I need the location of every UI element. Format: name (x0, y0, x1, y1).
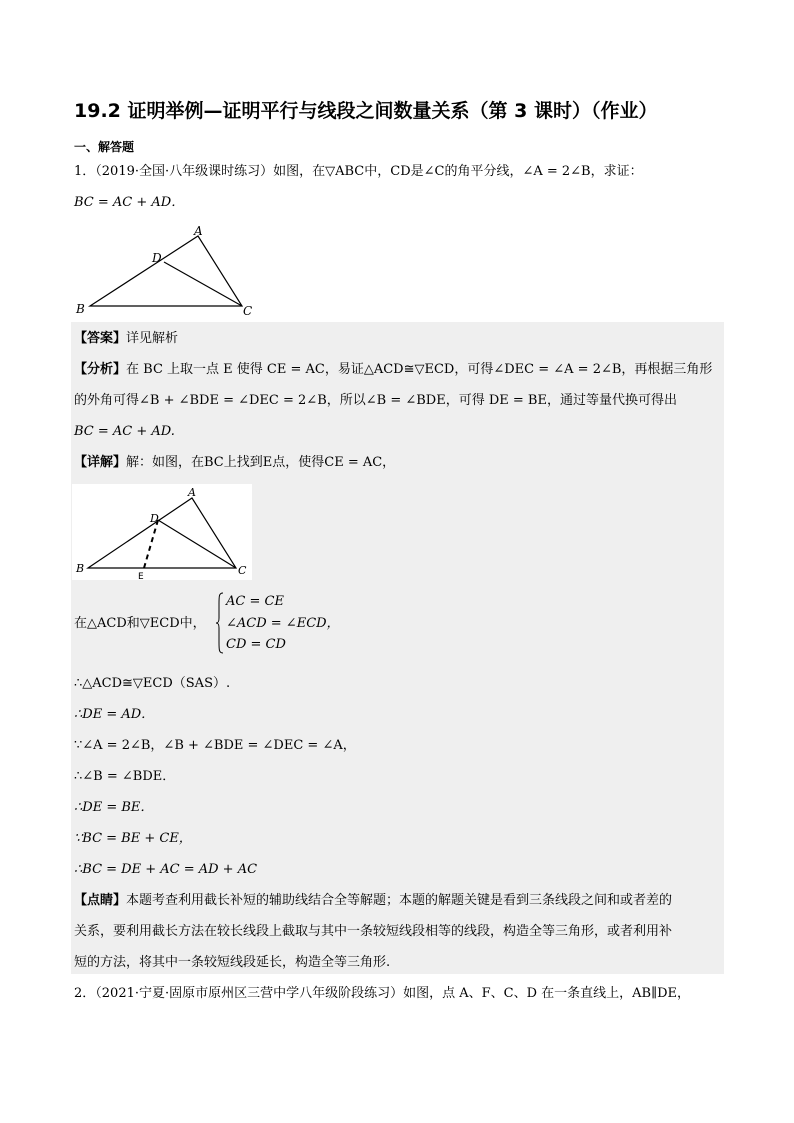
detail-label: 【详解】 (74, 455, 127, 470)
comment-line-2: 关系，要利用截长方法在较长线段上截取与其中一条较短线段相等的线段，构造全等三角形，或者利用补 (74, 924, 673, 939)
proof-step-1: ∴△ACD≅▽ECD（SAS）. (74, 676, 231, 691)
comment-line-1 (74, 891, 672, 911)
analysis-line-1 (74, 360, 712, 380)
proof-prefix: 在△ACD和▽ECD中， (74, 616, 206, 631)
page-title: 19.2 证明举例—证明平行与线段之间数量关系（第 3 课时）（作业） (74, 100, 658, 122)
label-e-2: E (138, 572, 144, 580)
question-1-text: 1．（2019·全国·八年级课时练习）如图，在▽ABC中，CD是∠C的角平分线，∠A = 2∠B，求证： (74, 164, 643, 179)
analysis-text-1: 在 BC 上取一点 E 使得 CE = AC，易证△ACD≅▽ECD，可得∠DEC = ∠A = 2∠B，再根据三角形 (126, 362, 713, 377)
label-d-2: D (150, 512, 159, 525)
proof-step-2: ∴DE = AD． (74, 707, 155, 722)
proof-step-6: ∵BC = BE + CE， (74, 831, 192, 846)
comment-text-1: 本题考查利用截长补短的辅助线结合全等解题；本题的解题关键是看到三条线段之间和或者差的 (126, 893, 673, 908)
analysis-label: 【分析】 (74, 362, 127, 377)
triangle-figure-2 (72, 484, 252, 580)
label-b-2: B (76, 562, 85, 575)
proof-condition-1: AC = CE (226, 594, 284, 609)
segment-cd (164, 262, 242, 306)
question-2-text: 2．（2021·宁夏·固原市原州区三营中学八年级阶段练习）如图，点 A、F、C、D 在一条直线上，AB∥DE， (74, 986, 691, 1001)
answer-text: 详见解析 (126, 331, 179, 346)
detail-text-1: 解：如图，在BC上找到E点，使得CE = AC， (126, 455, 396, 470)
brace-symbol (216, 592, 224, 654)
comment-label: 【点睛】 (74, 893, 127, 908)
label-b: B (76, 302, 85, 316)
triangle-abc-2 (88, 498, 236, 568)
answer-label: 【答案】 (74, 331, 127, 346)
proof-step-5: ∴DE = BE． (74, 800, 154, 815)
proof-condition-2: ∠ACD = ∠ECD， (226, 616, 340, 631)
label-c-2: C (238, 564, 247, 577)
proof-step-3: ∵∠A = 2∠B，∠B + ∠BDE = ∠DEC = ∠A， (74, 738, 356, 753)
segment-de-dashed (144, 520, 158, 568)
triangle-figure-1 (70, 222, 260, 322)
detail-line-1 (74, 453, 395, 473)
label-a: A (194, 224, 203, 238)
proof-condition-3: CD = CD (226, 637, 286, 652)
answer-line (74, 329, 178, 349)
proof-step-4: ∴∠B = ∠BDE． (74, 769, 176, 784)
comment-line-3: 短的方法，将其中一条较短线段延长，构造全等三角形. (74, 955, 391, 970)
section-heading: 一、解答题 (74, 140, 135, 154)
triangle-abc (90, 236, 242, 306)
segment-cd-2 (158, 520, 236, 568)
analysis-line-2: 的外角可得∠B + ∠BDE = ∠DEC = 2∠B，所以∠B = ∠BDE，可得 DE = BE，通过等量代换可得出 (74, 393, 677, 408)
analysis-line-3: BC = AC + AD. (74, 424, 175, 439)
label-c: C (243, 304, 253, 318)
question-1-claim: BC = AC + AD． (74, 195, 185, 210)
proof-step-7: ∴BC = DE + AC = AD + AC (74, 862, 258, 877)
label-a-2: A (188, 486, 196, 499)
label-d: D (152, 251, 162, 265)
